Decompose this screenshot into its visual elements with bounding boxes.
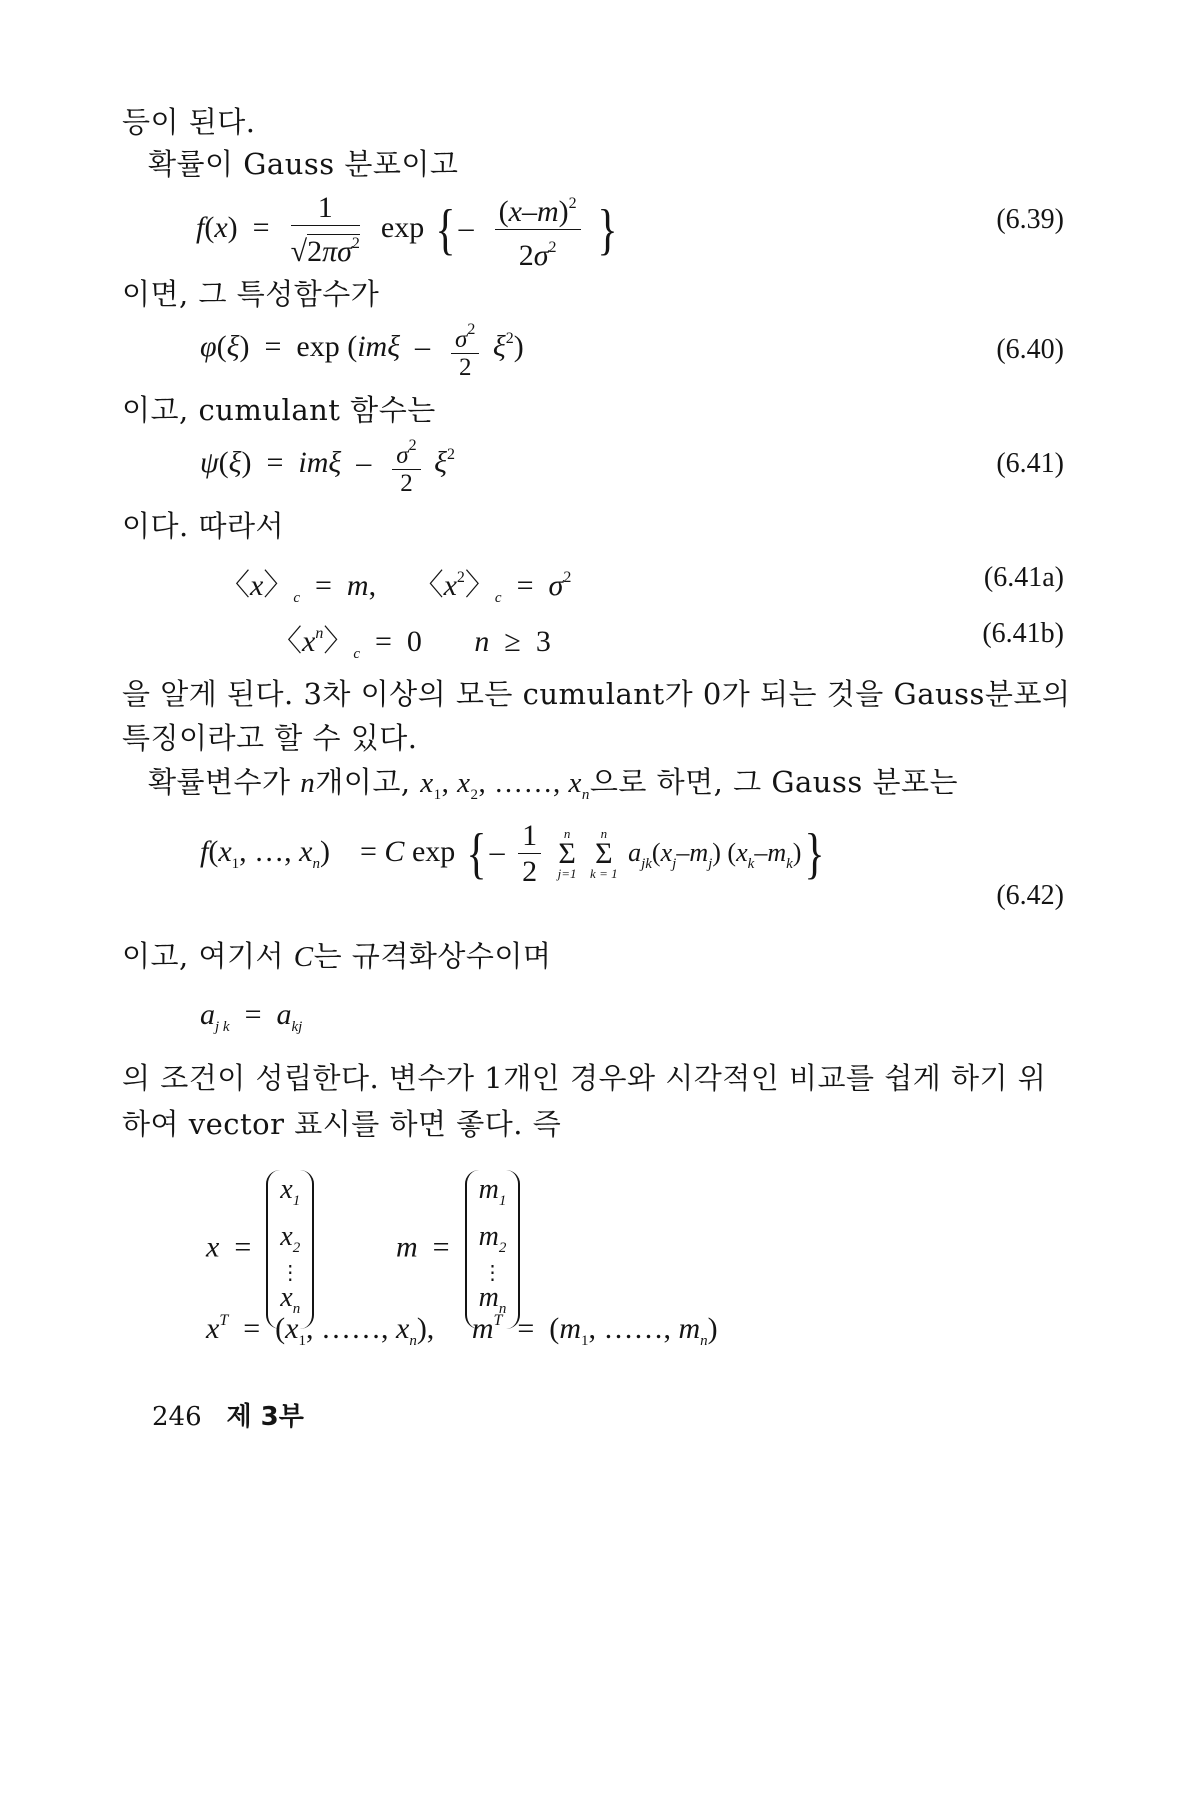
text-line-7: 특징이라고 할 수 있다. <box>122 721 418 755</box>
equation-6-40: φ(ξ) = exp (imξ – $\frac{\sigma^2}{2}$ $\xi^2$) <box>200 318 524 380</box>
text-line-4: 이고, cumulant 함수는 <box>122 393 436 427</box>
text-line-9: 이고, 여기서 C는 규격화상수이며 <box>122 939 552 973</box>
fraction: $\frac{1}{√2\pi\sigma^2}$ <box>290 191 360 268</box>
text-segment: 는 규격화상수이며 <box>313 939 552 973</box>
page-footer <box>152 1396 304 1433</box>
equation-6-42: $f(x_1$, …, $x_n$) = C exp { – $\frac{1}{2}$ n Σ j=1 n Σ k = 1 $a_{jk}(x_j-m_j)$ $(x_k-m_k)$} <box>200 819 825 888</box>
equation-number: (6.41a) <box>983 562 1064 593</box>
text-line-1: 등이 된다. <box>122 105 256 139</box>
text-line-6: 을 알게 된다. 3차 이상의 모든 cumulant가 0가 되는 것을 Gauss분포의 <box>122 677 1071 711</box>
equation-symmetry: $a_{j k} = a_{kj}$ <box>200 998 303 1035</box>
text-segment: 이고, 여기서 <box>122 939 294 973</box>
part-label: 제 3부 <box>226 1402 304 1432</box>
summation: n Σ j=1 <box>557 826 577 881</box>
equation-6-41: ψ(ξ) = imξ – $\frac{\sigma^2}{2}$ $\xi^2$ <box>200 434 455 496</box>
fraction: $\frac{\sigma^2}{2}$ <box>451 318 479 380</box>
equation-number: (6.40) <box>996 334 1064 365</box>
equation-6-41a: 〈x〉$_c$ = m, 〈$x^2$〉$_c = \sigma^2$ <box>220 569 572 606</box>
equation-number: (6.41) <box>996 448 1064 479</box>
equation-6-41b: 〈$x^n$〉$_c$ = 0 n ≥ 3 <box>272 625 551 662</box>
vector-x: x = $x_1$ $x_2$ ⋮ $x_n$ <box>206 1170 314 1329</box>
fraction: $\frac{(x-m)^2}{2\sigma^2}$ <box>495 188 581 272</box>
summation: n Σ k = 1 <box>590 826 618 881</box>
equation-number: (6.41b) <box>982 618 1064 649</box>
text-segment: 으로 하면, 그 Gauss 분포는 <box>589 765 959 799</box>
equation-transpose: $x^T = (x_1$, ……, $x_n$), $m^T = (m_1$, ……, $m_n$) <box>206 1312 718 1349</box>
page-number: 246 <box>152 1402 202 1432</box>
equation-6-39: f(x) = $\frac{1}{√2\pi\sigma^2}$ exp { – $\frac{(x-m)^2}{2\sigma^2}$ } <box>196 188 621 272</box>
text-line-8: 확률변수가 n개이고, $x_1$, $x_2$, ……, $x_n$으로 하면, 그 Gauss 분포는 <box>148 765 959 803</box>
equation-number: (6.39) <box>996 204 1064 235</box>
fraction: $\frac{\sigma^2}{2}$ <box>392 434 420 496</box>
column-vector: $x_1$ $x_2$ ⋮ $x_n$ <box>266 1170 314 1329</box>
column-vector: $m_1$ $m_2$ ⋮ $m_n$ <box>465 1170 521 1329</box>
text-line-11: 하여 vector 표시를 하면 좋다. 즉 <box>122 1107 562 1141</box>
equation-number: (6.42) <box>996 880 1064 911</box>
text-line-10: 의 조건이 성립한다. 변수가 1개인 경우와 시각적인 비교를 쉽게 하기 위 <box>122 1061 1047 1095</box>
text-line-2: 확률이 Gauss 분포이고 <box>148 147 459 181</box>
text-line-5: 이다. 따라서 <box>122 509 285 543</box>
text-segment: 개이고, <box>315 765 421 799</box>
text-line-3: 이면, 그 특성함수가 <box>122 277 380 311</box>
vector-m: m = $m_1$ $m_2$ ⋮ $m_n$ <box>396 1170 520 1329</box>
fraction: $\frac{1}{2}$ <box>518 820 541 888</box>
text-segment: 확률변수가 <box>148 765 301 799</box>
